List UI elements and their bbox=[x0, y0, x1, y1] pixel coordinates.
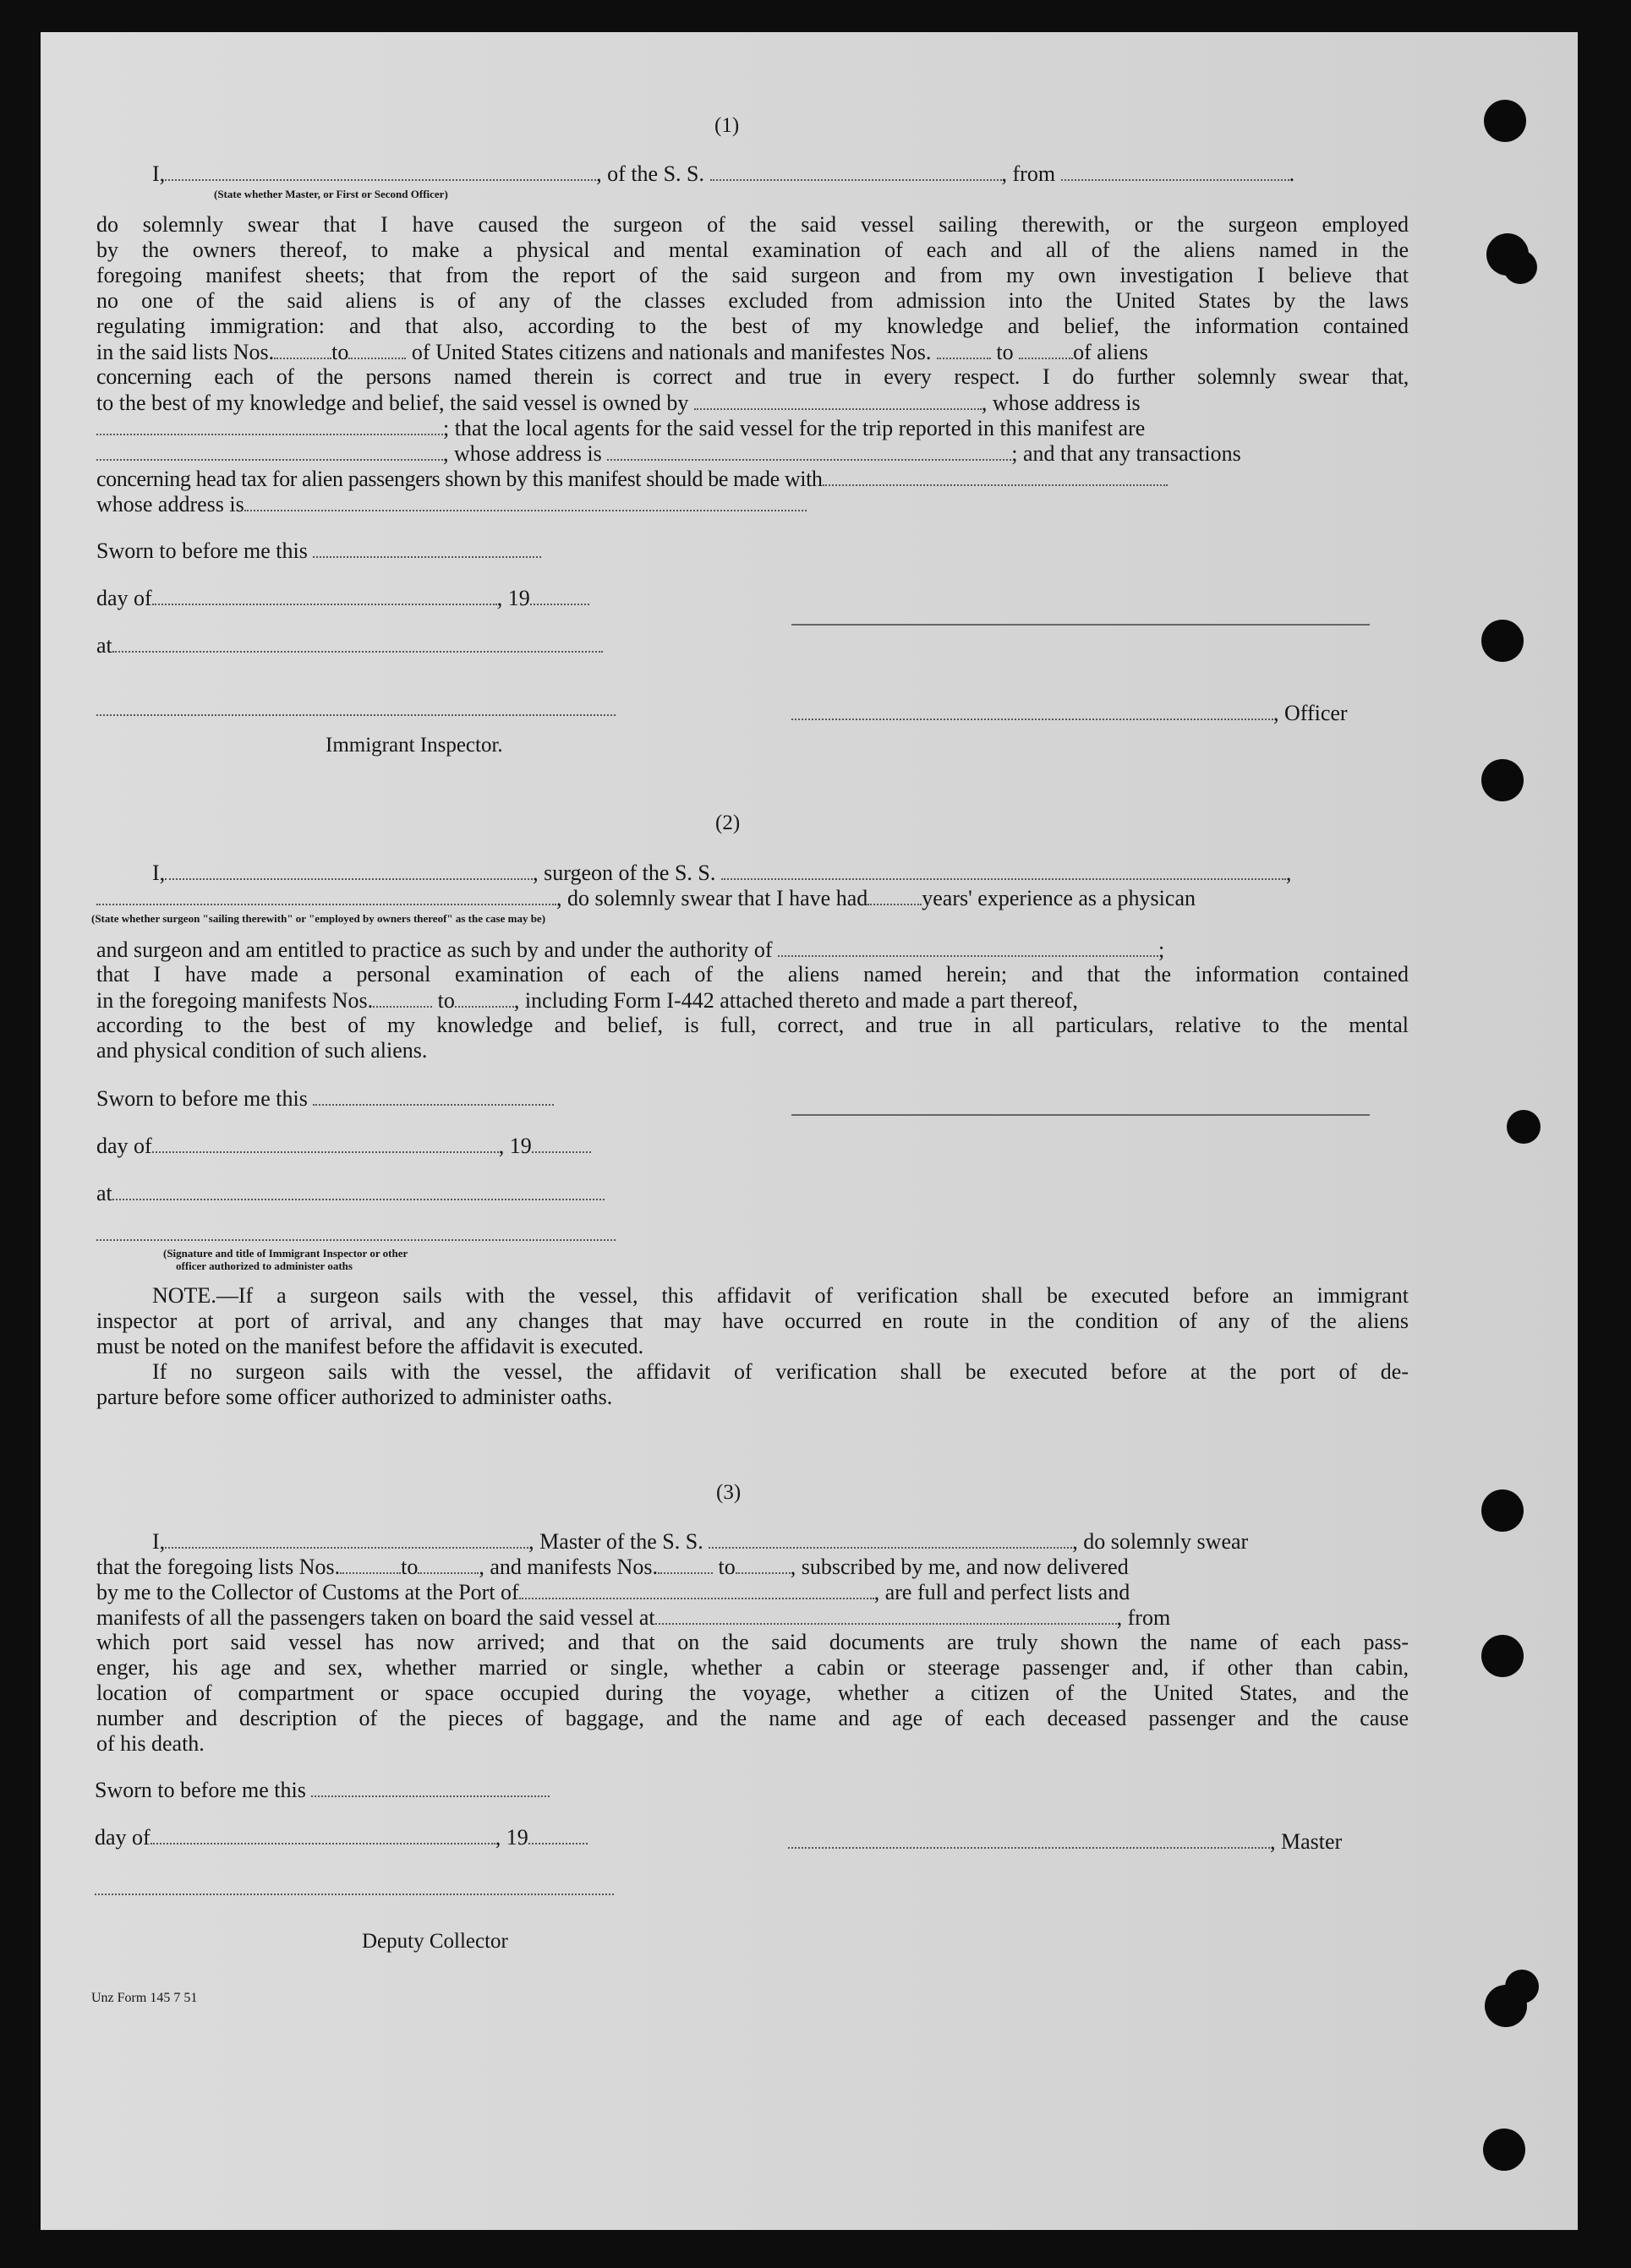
section-3-line: of his death. bbox=[96, 1731, 205, 1756]
section-2-number: (2) bbox=[715, 812, 741, 834]
master-sworn-day-field[interactable] bbox=[311, 1777, 550, 1797]
master-signature-field[interactable] bbox=[788, 1828, 1270, 1849]
manifest-to-field[interactable] bbox=[1019, 339, 1073, 359]
signature-hint-1: (Signature and title of Immigrant Inspector or other bbox=[163, 1247, 408, 1260]
manifest-from-field[interactable] bbox=[937, 339, 991, 359]
surgeon-sworn-day-field[interactable] bbox=[313, 1085, 554, 1106]
text: , 19 bbox=[496, 586, 530, 610]
text: to bbox=[331, 340, 349, 364]
section-1-line: foregoing manifest sheets; that from the report of the said surgeon and from my own investigation I believe that bbox=[96, 263, 1409, 287]
punch-hole bbox=[1484, 100, 1526, 142]
sworn-month-field[interactable] bbox=[152, 585, 497, 605]
text: ; that the local agents for the said vessel for the trip reported in this manifest are bbox=[443, 416, 1146, 440]
text: of United States citizens and nationals and manifestes Nos. bbox=[411, 340, 932, 364]
text: and surgeon and am entitled to practice as such by and under the authority of bbox=[96, 937, 773, 962]
text: , are full and perfect lists and bbox=[873, 1580, 1130, 1604]
punch-hole bbox=[1505, 1970, 1539, 2003]
text: , of the S. S. bbox=[596, 161, 705, 186]
note-line: must be noted on the manifest before the affidavit is executed. bbox=[96, 1334, 644, 1358]
note-line: NOTE.—If a surgeon sails with the vessel, this affidavit of verification shall be executed before an immigrant bbox=[152, 1283, 1409, 1308]
punch-hole bbox=[1481, 1489, 1524, 1532]
surgeon-signature-line bbox=[791, 1114, 1370, 1116]
deputy-collector-label: Deputy Collector bbox=[362, 1930, 508, 1953]
master-list-to-field[interactable] bbox=[418, 1554, 479, 1574]
text: ; and that any transactions bbox=[1011, 441, 1241, 466]
text: in the foregoing manifests Nos. bbox=[96, 988, 374, 1013]
text: , do solemnly swear that I have had bbox=[556, 886, 868, 910]
text: day of bbox=[95, 1825, 151, 1850]
surgeon-sworn-year-field[interactable] bbox=[532, 1133, 591, 1153]
master-vessel-field[interactable] bbox=[709, 1528, 1072, 1549]
text: , Master bbox=[1270, 1829, 1343, 1854]
officer-rank-field[interactable] bbox=[165, 161, 596, 181]
text: Sworn to before me this bbox=[96, 538, 308, 563]
section-3-line: which port said vessel has now arrived; and that on the said documents are truly shown the name of each pass- bbox=[96, 1630, 1409, 1654]
text: concerning head tax for alien passengers shown by this manifest should be made with bbox=[96, 467, 823, 491]
text: to bbox=[437, 988, 455, 1013]
section-2-line-1 bbox=[152, 860, 1291, 886]
departure-port-field[interactable] bbox=[1061, 161, 1289, 181]
surgeon-status-field[interactable] bbox=[96, 885, 556, 905]
sworn-day-field[interactable] bbox=[313, 538, 541, 558]
text: , from bbox=[1116, 1605, 1171, 1630]
section-1-line-agents bbox=[96, 415, 1145, 441]
text: , 19 bbox=[495, 1825, 528, 1850]
authority-field[interactable] bbox=[778, 937, 1158, 957]
text: , from bbox=[1001, 161, 1056, 186]
immigrant-inspector-label: Immigrant Inspector. bbox=[326, 734, 503, 757]
text: , whose address is bbox=[443, 441, 602, 466]
surgeon-manifest-from-field[interactable] bbox=[373, 987, 432, 1008]
sworn-year-field[interactable] bbox=[530, 585, 589, 605]
text: Sworn to before me this bbox=[96, 1086, 308, 1111]
note-line: inspector at port of arrival, and any changes that may have occurred en route in the condition of any of the aliens bbox=[96, 1309, 1409, 1333]
section-3-line: location of compartment or space occupied during the voyage, whether a citizen of the United States, and the bbox=[96, 1681, 1409, 1705]
punch-hole bbox=[1481, 759, 1524, 801]
inspector-signature-line-2 bbox=[96, 1239, 616, 1241]
text: , subscribed by me, and now delivered bbox=[790, 1555, 1129, 1579]
text: , bbox=[1285, 861, 1292, 885]
text: at bbox=[96, 633, 112, 658]
signature-line bbox=[791, 624, 1370, 626]
section-2-line: and physical condition of such aliens. bbox=[96, 1038, 428, 1063]
punch-hole bbox=[1507, 1110, 1541, 1144]
section-3-line-2 bbox=[96, 1554, 1129, 1580]
section-3-line: number and description of the pieces of baggage, and the name and age of each deceased passenger and the cause bbox=[96, 1706, 1409, 1730]
text: , Master of the S. S. bbox=[528, 1529, 703, 1554]
surgeon-sworn-month-field[interactable] bbox=[152, 1133, 499, 1153]
section-2-line: that I have made a personal examination of each of the aliens named herein; and that the information contained bbox=[96, 962, 1409, 986]
punch-hole bbox=[1503, 250, 1537, 284]
day-line-3 bbox=[95, 1824, 588, 1850]
section-1-number: (1) bbox=[714, 114, 740, 137]
text: to bbox=[718, 1555, 736, 1579]
section-1-line: by the owners thereof, to make a physical and mental examination of each and all of the aliens named in the bbox=[96, 238, 1409, 262]
signature-hint-2: officer authorized to administer oaths bbox=[176, 1260, 353, 1272]
text: day of bbox=[96, 586, 152, 610]
master-manifest-to-field[interactable] bbox=[736, 1554, 791, 1574]
surgeon-sworn-place-field[interactable] bbox=[112, 1180, 605, 1200]
text: , do solemnly swear bbox=[1072, 1529, 1249, 1554]
day-line-2 bbox=[96, 1133, 591, 1159]
inspector-signature-line bbox=[96, 714, 616, 716]
list-from-field[interactable] bbox=[274, 339, 331, 359]
text: of aliens bbox=[1073, 340, 1148, 364]
master-manifest-from-field[interactable] bbox=[658, 1554, 713, 1574]
text: Sworn to before me this bbox=[95, 1778, 306, 1802]
officer-line bbox=[791, 700, 1348, 726]
text: I, bbox=[152, 161, 166, 186]
text: , whose address is bbox=[981, 391, 1141, 415]
headtax-contact-field[interactable] bbox=[823, 466, 1168, 486]
text: in the said lists Nos. bbox=[96, 340, 275, 364]
headtax-address-field[interactable] bbox=[244, 491, 807, 511]
section-2-line-3 bbox=[96, 937, 1164, 963]
section-2-line-5 bbox=[96, 987, 1078, 1014]
agents-address-field[interactable] bbox=[607, 440, 1011, 461]
section-1-line-agent-address bbox=[96, 440, 1241, 467]
section-1-line: no one of the said aliens is of any of the classes excluded from admission into the United States by the laws bbox=[96, 288, 1409, 313]
master-name-field[interactable] bbox=[165, 1528, 528, 1549]
section-2-line-2 bbox=[96, 885, 1196, 911]
note-line: If no surgeon sails with the vessel, the affidavit of verification shall be executed before at the port of de- bbox=[152, 1359, 1409, 1384]
text: , surgeon of the S. S. bbox=[533, 861, 716, 885]
text: . bbox=[1289, 161, 1295, 186]
section-1-line-headtax bbox=[96, 466, 1168, 492]
officer-rank-hint: (State whether Master, or First or Second Officer) bbox=[214, 188, 448, 200]
text: I, bbox=[152, 861, 166, 885]
master-line bbox=[788, 1828, 1342, 1855]
text: , including Form I-442 attached thereto and made a part thereof, bbox=[513, 988, 1078, 1013]
boarding-port-field[interactable] bbox=[655, 1604, 1117, 1625]
surgeon-manifest-to-field[interactable] bbox=[455, 987, 514, 1008]
punch-hole bbox=[1481, 1635, 1524, 1677]
section-1-line-headtax-address bbox=[96, 491, 807, 517]
section-3-line: enger, his age and sex, whether married or single, whether a cabin or steerage passenger and, if other than cabin, bbox=[96, 1655, 1409, 1680]
section-1-line: do solemnly swear that I have caused the surgeon of the said vessel sailing therewith, or the surgeon employed bbox=[96, 212, 1409, 237]
text: day of bbox=[96, 1134, 152, 1158]
text: , Officer bbox=[1273, 701, 1348, 725]
section-3-line-3 bbox=[96, 1579, 1130, 1605]
text: that the foregoing lists Nos. bbox=[96, 1555, 341, 1579]
section-1-line: regulating immigration: and that also, according to the best of my knowledge and belief, the information contained bbox=[96, 314, 1409, 338]
section-1-line-lists bbox=[96, 339, 1415, 365]
punch-hole bbox=[1483, 2129, 1525, 2171]
master-sworn-year-field[interactable] bbox=[528, 1824, 588, 1844]
section-3-line-1 bbox=[152, 1528, 1248, 1555]
text: , and manifests Nos. bbox=[479, 1555, 658, 1579]
text: at bbox=[96, 1181, 112, 1205]
years-experience-field[interactable] bbox=[867, 885, 922, 905]
text: I, bbox=[152, 1529, 166, 1554]
agents-field[interactable] bbox=[96, 440, 443, 461]
section-1-line: concerning each of the persons named therein is correct and true in every respect. I do further solemnly swear that, bbox=[96, 364, 1409, 389]
sworn-line-2 bbox=[96, 1085, 554, 1112]
text: to bbox=[401, 1555, 419, 1579]
at-line-1 bbox=[96, 632, 603, 659]
section-3-line-4 bbox=[96, 1604, 1170, 1631]
surgeon-status-hint: (State whether surgeon "sailing therewith" or "employed by owners thereof" as the case may be) bbox=[91, 912, 546, 925]
text: to the best of my knowledge and belief, the said vessel is owned by bbox=[96, 391, 689, 415]
day-line-1 bbox=[96, 585, 589, 611]
section-1-intro-line bbox=[152, 161, 1412, 187]
text: by me to the Collector of Customs at the Port of bbox=[96, 1580, 519, 1604]
section-3-number: (3) bbox=[716, 1481, 742, 1504]
master-sworn-month-field[interactable] bbox=[151, 1824, 495, 1844]
list-to-field[interactable] bbox=[348, 339, 406, 359]
sworn-line-3 bbox=[95, 1777, 550, 1803]
section-1-line-owner bbox=[96, 390, 1141, 416]
surgeon-name-field[interactable] bbox=[165, 860, 533, 880]
text: manifests of all the passengers taken on board the said vessel at bbox=[96, 1605, 655, 1630]
surgeon-vessel-field[interactable] bbox=[721, 860, 1286, 880]
sworn-line-1 bbox=[96, 538, 541, 564]
port-field[interactable] bbox=[519, 1579, 874, 1599]
section-2-line: according to the best of my knowledge and belief, is full, correct, and true in all particulars, relative to the mental bbox=[96, 1013, 1409, 1037]
deputy-signature-line bbox=[95, 1894, 614, 1895]
owner-field[interactable] bbox=[694, 390, 982, 410]
owner-address-field[interactable] bbox=[96, 415, 443, 435]
form-id: Unz Form 145 7 51 bbox=[91, 1991, 198, 2005]
text: whose address is bbox=[96, 492, 244, 516]
punch-hole bbox=[1481, 620, 1524, 662]
vessel-name-field[interactable] bbox=[710, 161, 1002, 181]
officer-signature-field[interactable] bbox=[791, 700, 1273, 720]
sworn-place-field[interactable] bbox=[112, 632, 603, 653]
text: years' experience as a physican bbox=[922, 886, 1196, 910]
text: , 19 bbox=[498, 1134, 532, 1158]
form-sheet bbox=[41, 32, 1578, 2230]
at-line-2 bbox=[96, 1180, 605, 1206]
text: to bbox=[996, 340, 1014, 364]
note-line: parture before some officer authorized to administer oaths. bbox=[96, 1385, 613, 1409]
master-list-from-field[interactable] bbox=[340, 1554, 401, 1574]
text: ; bbox=[1158, 937, 1165, 962]
